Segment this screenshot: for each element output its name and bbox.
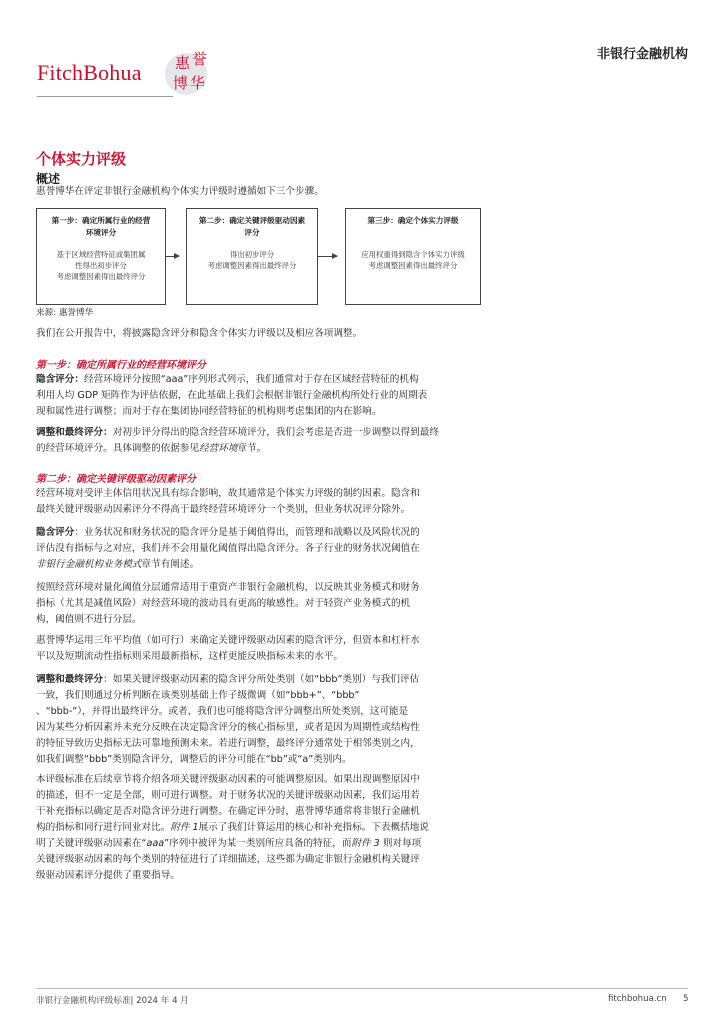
svg-text:誉: 誉 xyxy=(192,50,208,68)
s2-p6-line5-mid: ”序列中被评为某一类别所应具备的特征，而 xyxy=(164,838,352,849)
s2-p4-line1: 惠誉博华运用三年平均值（如可行）来确定关键评级驱动因素的隐含评分，但资本和杠杆水 xyxy=(36,635,420,646)
s2-p6-line1: 本评级标准在后续章节将介绍各项关键评级驱动因素的可能调整原因。如果出现调整原因中 xyxy=(36,774,420,785)
flow-step3-desc-line1: 应用权重得到隐含个体实力评级 xyxy=(361,250,465,259)
s2-p6-line5-post: 则对每项 xyxy=(379,838,422,849)
adjust-label: 调整和最终评分： xyxy=(36,427,113,438)
flow-step1-desc-line2: 性得出初步评分 xyxy=(75,261,127,270)
s2-p5-line5: 的特征导致历史指标无法可靠地预测未来。若进行调整，最终评分通常处于相邻类别之内， xyxy=(36,738,420,749)
flow-step2-desc-line1: 得出初步评分 xyxy=(229,250,275,259)
step1-adjust-line1: 对初步评分得出的隐含经营环境评分，我们会考虑是否进一步调整以得到最终 xyxy=(112,427,439,438)
s2-p5-line4: 因为某些分析因素并未充分反映在决定隐含评分的核心指标里，或者是因为周期性或结构性 xyxy=(36,722,420,733)
s2-p6-line5-pre: 明了关键评级驱动因素在“ xyxy=(36,838,147,849)
flow-step2-desc-line2: 考虑调整因素得出最终评分 xyxy=(207,261,297,270)
operating-environment-ref: 经营环境 xyxy=(199,443,238,454)
s2-p5-line1: ：如果关键评级驱动因素的隐含评分所处类别（如“bbb”类别）与我们评估 xyxy=(103,674,420,685)
step2-heading: 第二步：确定关键评级驱动因素评分 xyxy=(36,474,196,485)
step1-implied-line1: 经营环境评分按照“aaa”序列形式列示，我们通常对于存在区域经营特征的机构 xyxy=(83,374,419,385)
intro-paragraph: 惠誉博华在评定非银行金融机构个体实力评级时遵循如下三个步骤。 xyxy=(36,186,324,197)
step2-paragraph-6 xyxy=(36,772,688,884)
s2-p2-line2: 评估没有指标与之对应，我们并不会用量化阈值得出隐含评分。各子行业的财务状况阈值在 xyxy=(36,543,420,554)
s2-adjust-label: 调整和最终评分 xyxy=(36,674,104,685)
annex-3-ref: 附件 3 xyxy=(351,838,380,849)
step1-adjust-line2-pre: 的经营环境评分。具体调整的依据参见 xyxy=(36,443,200,454)
step1-implied-paragraph xyxy=(36,372,688,420)
aaa-ref: aaa xyxy=(146,838,165,849)
flow-arrow-1 xyxy=(165,256,179,257)
step2-paragraph-4 xyxy=(36,633,688,665)
s2-p6-line3: 干补充指标以确定是否对隐含评分进行调整。在确定评分时，惠誉博华通常将非银行金融机 xyxy=(36,806,420,817)
s2-p4-line2: 平以及短期流动性指标则采用最新指标，这样更能反映指标未来的水平。 xyxy=(36,651,343,662)
footer-divider xyxy=(36,988,688,989)
overview-heading: 概述 xyxy=(36,172,61,186)
step2-paragraph-3 xyxy=(36,580,688,628)
fitchbohua-logo xyxy=(37,44,217,100)
flow-step1-box xyxy=(36,208,166,305)
s2-p6-line6: 关键评级驱动因素的每个类别的特征进行了详细描述，这些都为确定非银行金融机构关键评 xyxy=(36,854,420,865)
footer-website-link[interactable]: fitchbohua.cn xyxy=(608,994,667,1004)
flow-step3-box xyxy=(345,208,481,305)
flow-step1-title-line2: 环境评分 xyxy=(85,228,117,237)
implied-label: 隐含评分： xyxy=(36,374,84,385)
s2-p6-line4-post: 展示了我们计算运用的核心和补充指标。下表概括地说 xyxy=(198,822,429,833)
flow-step2-box xyxy=(186,208,318,305)
s2-p5-line3: 、“bbb-”），并得出最终评分。或者，我们也可能将隐含评分调整出所处类别，这可能是 xyxy=(36,706,409,717)
step2-adjust-paragraph xyxy=(36,672,688,768)
s2-p6-line7: 级驱动因素评分提供了重要指导。 xyxy=(36,870,180,881)
svg-text:博: 博 xyxy=(173,74,189,92)
flow-step3-desc-line2: 考虑调整因素得出最终评分 xyxy=(368,261,458,270)
flow-step1-desc-line1: 基于区域经营特征或集团属 xyxy=(56,250,146,259)
step1-heading: 第一步：确定所属行业的经营环境评分 xyxy=(36,360,206,371)
section-title: 个体实力评级 xyxy=(36,150,127,168)
flow-step2-title-line2: 评分 xyxy=(244,228,260,237)
logo-seal-icon xyxy=(158,44,214,100)
logo-divider xyxy=(37,96,173,97)
flow-step1-title-line1: 第一步：确定所属行业的经营 xyxy=(51,216,151,225)
step1-adjust-paragraph xyxy=(36,425,688,457)
figure-source: 来源: 惠誉博华 xyxy=(36,308,94,318)
business-model-ref: 非银行金融机构业务模式 xyxy=(36,559,142,570)
flow-step1-desc-line3: 考虑调整因素得出最终评分 xyxy=(56,272,146,281)
s2-p3-line1: 按照经营环境对量化阈值分层通常适用于重资产非银行金融机构，以反映其业务模式和财务 xyxy=(36,582,420,593)
s2-p6-line4-pre: 构的指标和同行进行同业对比。 xyxy=(36,822,171,833)
svg-text:惠: 惠 xyxy=(175,54,191,72)
s2-p3-line2: 指标（尤其是减值风险）对经营环境的波动具有更高的敏感性。对于轻资产业务模式的机 xyxy=(36,598,411,609)
s2-p1-line2: 最终关键评级驱动因素评分不得高于最终经营环境评分一个类别，但业务状况评分除外。 xyxy=(36,504,411,515)
s2-p5-line2: 一致，我们则通过分析判断在该类别基础上作子级微调（如“bbb+”、“bbb” xyxy=(36,690,360,701)
s2-p3-line3: 构，阈值则不进行分层。 xyxy=(36,614,142,625)
svg-text:华: 华 xyxy=(190,74,206,92)
flow-step2-title-line1: 第二步：确定关键评级驱动因素 xyxy=(198,216,306,225)
document-category: 非银行金融机构 xyxy=(596,47,688,62)
annex-1-ref: 附件 1 xyxy=(170,822,199,833)
flow-step3-title: 第三步：确定个体实力评级 xyxy=(367,216,459,225)
step1-implied-line2: 利用人均 GDP 矩阵作为评估依据，在此基础上我们会根据非银行金融机构所处行业的周期表 xyxy=(36,390,428,401)
step1-implied-line3: 现和属性进行调整；而对于存在集团协同经营特征的机构则考虑集团的内在影响。 xyxy=(36,406,382,417)
flow-arrow-2 xyxy=(317,256,337,257)
s2-p1-line1: 经营环境对受评主体信用状况具有综合影响，故其通常是个体实力评级的制约因素。隐含和 xyxy=(36,488,420,499)
s2-implied-label: 隐含评分 xyxy=(36,527,75,538)
s2-p5-line6: 如我们调整“bbb”类别隐含评分，调整后的评分可能在“bb”或“a”类别内。 xyxy=(36,754,352,765)
s2-p6-line2: 的描述，但不一定是全部，则可进行调整。对于财务状况的关键评级驱动因素，我们运用若 xyxy=(36,790,420,801)
page-number: 5 xyxy=(683,994,689,1004)
footer-document-title: 非银行金融机构评级标准| 2024 年 4 月 xyxy=(36,996,189,1006)
step1-adjust-line2-post: 章节。 xyxy=(237,443,267,454)
logo-text: FitchBohua xyxy=(37,60,142,85)
s2-p2-line1: ：业务状况和财务状况的隐含评分是基于阈值得出，而管理和战略以及风险状况的 xyxy=(74,527,420,538)
s2-p2-line3-post: 章节有阐述。 xyxy=(141,559,200,570)
step2-implied-paragraph xyxy=(36,525,688,573)
step2-paragraph-1 xyxy=(36,486,688,518)
public-disclosure-paragraph: 我们在公开报告中，将披露隐含评分和隐含个体实力评级以及相应各项调整。 xyxy=(36,328,363,339)
